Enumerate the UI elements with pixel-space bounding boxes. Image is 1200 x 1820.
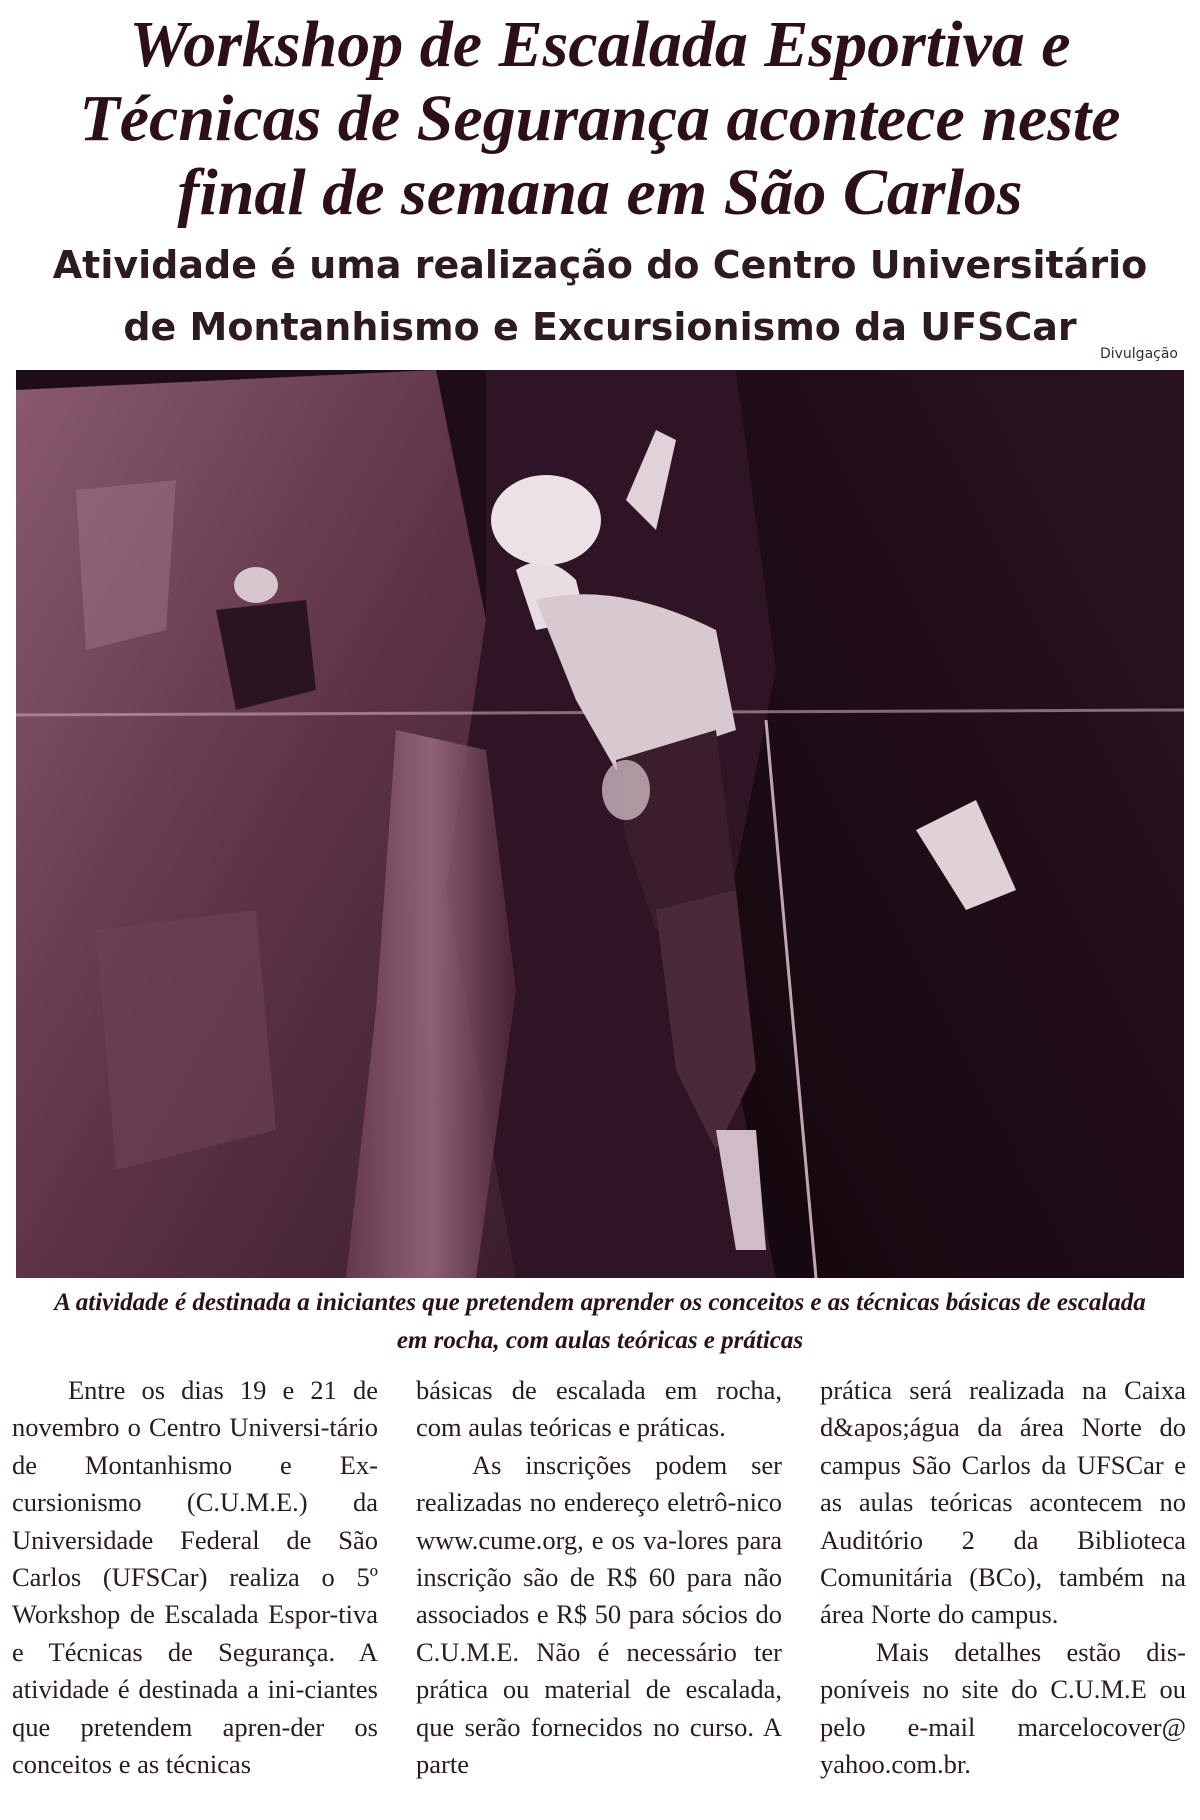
climbing-photo-illustration	[16, 370, 1184, 1278]
helmet-top	[491, 475, 601, 565]
body-paragraph: As inscrições podem ser realizadas no endereço eletrô-nico www.cume.org, e os va-lores para inscrição são de R$ 60 para não associados e R$ 50 para sócios do C.U.M.E. Não é necessário ter prática ou material de escalada, que serão fornecidos no curso. A parte	[416, 1449, 782, 1780]
photo-credit: Divulgação	[1099, 346, 1178, 362]
body-column-3	[820, 1372, 1186, 1783]
rock-highlight	[76, 480, 176, 650]
body-paragraph: prática será realizada na Caixa d&apos;água da área Norte do campus São Carlos da UFSCar e as aulas teóricas acontecem no Auditório 2 da Biblioteca Comunitária (BCo), também na área Norte do campus.	[820, 1375, 1186, 1630]
body-paragraph: básicas de escalada em rocha, com aulas teóricas e práticas.	[416, 1375, 782, 1443]
rock-texture	[96, 910, 276, 1170]
body-column-2	[416, 1372, 782, 1783]
body-paragraph: Entre os dias 19 e 21 de novembro o Centro Universi-tário de Montanhismo e Ex-cursionismo (C.U.M.E.) da Universidade Federal de São Carlos (UFSCar) realiza o 5º Workshop de Escalada Espor-tiva e Técnicas de Segurança. A atividade é destinada a ini-ciantes que pretendem apren-der os conceitos e as técnicas	[12, 1375, 378, 1780]
body-column-1	[12, 1372, 378, 1783]
subheadline: Atividade é uma realização do Centro Universitário de Montanhismo e Excursionismo da UFSCar	[52, 243, 1148, 349]
belayer-head	[602, 760, 650, 820]
headline: Workshop de Escalada Esportiva e Técnicas de Segurança acontece neste final de semana em São Carlos	[79, 8, 1121, 229]
second-climber-head	[234, 567, 278, 603]
article-body	[12, 1372, 1188, 1792]
photo-caption: A atividade é destinada a iniciantes que pretendem aprender os conceitos e as técnicas básicas de escalada em rocha, com aulas teóricas e práticas	[54, 1289, 1146, 1354]
climbing-photo	[16, 370, 1184, 1278]
body-paragraph: Mais detalhes estão dis-poníveis no site do C.U.M.E ou pelo e-mail marcelocover@ yahoo.com.br.	[820, 1636, 1186, 1780]
